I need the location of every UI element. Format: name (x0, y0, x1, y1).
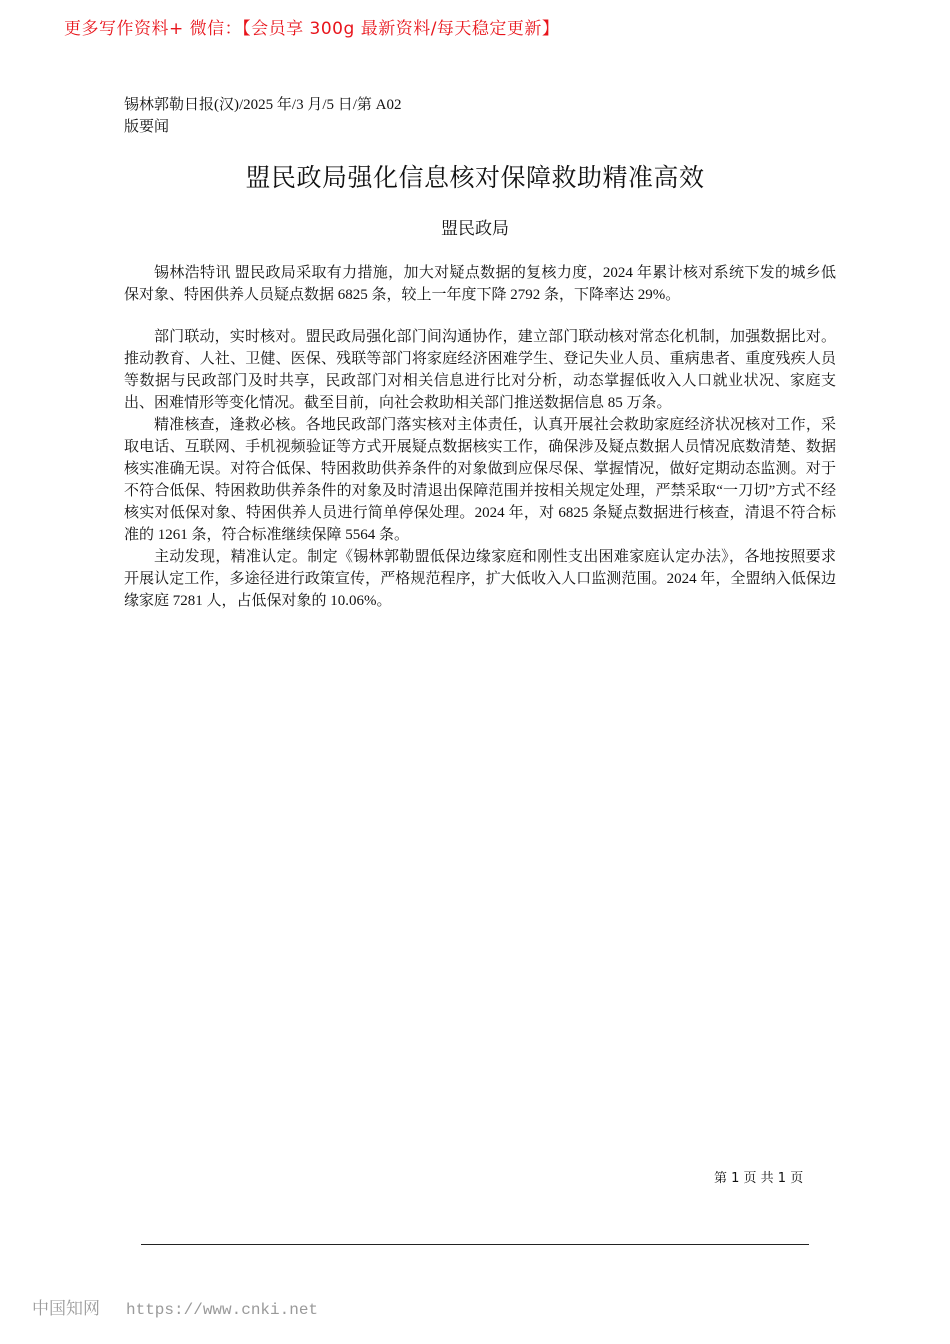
paragraph-lead: 锡林浩特讯 盟民政局采取有力措施，加大对疑点数据的复核力度，2024 年累计核对系统下发的城乡低保对象、特困供养人员疑点数据 6825 条，较上一年度下降 2792 条，下降率达 29%。 (124, 265, 836, 303)
promo-banner: 更多写作资料+ 微信：【会员享 300g 最新资料/每天稳定更新】 (64, 19, 560, 39)
article-body (124, 262, 836, 612)
page-indicator: 第 1 页 共 1 页 (714, 1171, 804, 1186)
section-label: 版要闻 (124, 119, 170, 135)
footer-divider (141, 1244, 809, 1245)
watermark-url: https://www.cnki.net (126, 1301, 319, 1319)
paragraph-department-linkage: 部门联动，实时核对。盟民政局强化部门间沟通协作，建立部门联动核对常态化机制，加强数据比对。推动教育、人社、卫健、医保、残联等部门将家庭经济困难学生、登记失业人员、重病患者、重度残疾人员等数据与民政部门及时共享，民政部门对相关信息进行比对分析，动态掌握低收入人口就业状况、家庭支出、困难情形等变化情况。截至目前，向社会救助相关部门推送数据信息 85 万条。 (124, 329, 836, 411)
article-title: 盟民政局强化信息核对保障救助精准高效 (245, 163, 705, 192)
paragraph-precise-verification: 精准核查，逢救必核。各地民政部门落实核对主体责任，认真开展社会救助家庭经济状况核对工作，采取电话、互联网、手机视频验证等方式开展疑点数据核实工作，确保涉及疑点数据人员情况底数清楚、数据核实准确无误。对符合低保、特困救助供养条件的对象做到应保尽保、掌握情况，做好定期动态监测。对于不符合低保、特困救助供养条件的对象及时清退出保障范围并按相关规定处理，严禁采取“一刀切”方式不经核实对低保对象、特困供养人员进行简单停保处理。2024 年，对 6825 条疑点数据进行核查，清退不符合标准的 1261 条，符合标准继续保障 5564 条。 (124, 417, 836, 543)
article-author: 盟民政局 (441, 219, 509, 239)
paragraph-active-discovery: 主动发现，精准认定。制定《锡林郭勒盟低保边缘家庭和刚性支出困难家庭认定办法》，各地按照要求开展认定工作，多途径进行政策宣传，严格规范程序，扩大低收入人口监测范围。2024 年，全盟纳入低保边缘家庭 7281 人，占低保对象的 10.06%。 (124, 549, 836, 609)
cnki-watermark (32, 1294, 318, 1319)
article-meta (124, 94, 402, 138)
source-line: 锡林郭勒日报(汉)/2025 年/3 月/5 日/第 A02 (124, 97, 402, 113)
watermark-name: 中国知网 (32, 1299, 100, 1318)
